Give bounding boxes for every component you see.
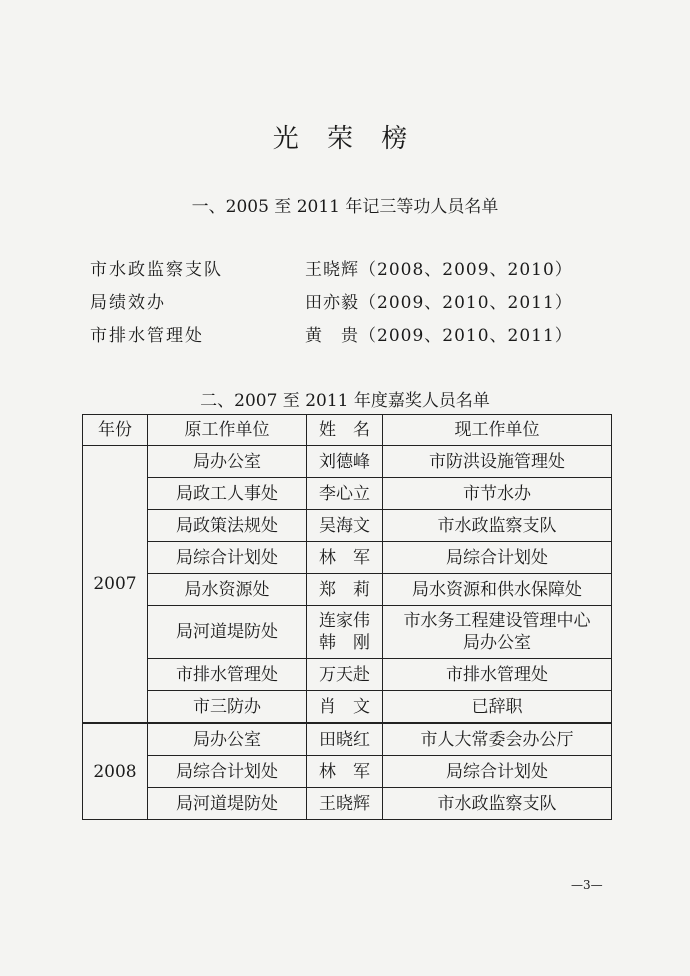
- name-line: 韩 刚: [319, 633, 370, 653]
- merit-entry: [90, 322, 610, 355]
- table-row: [83, 691, 612, 724]
- commendation-table: [82, 414, 612, 820]
- name-cell: 林 军: [307, 756, 383, 788]
- table-header-row: [83, 415, 612, 446]
- current-unit-cell: 市水政监察支队: [383, 788, 612, 820]
- table-row: [83, 606, 612, 659]
- header-year: 年份: [83, 415, 148, 446]
- page-title: 光 荣 榜: [272, 124, 418, 154]
- current-unit-line: 局办公室: [463, 633, 531, 653]
- merit-name: 王晓辉（2008、2009、2010）: [305, 260, 573, 280]
- original-unit-cell: 局政工人事处: [148, 478, 307, 510]
- name-cell: 万天赴: [307, 659, 383, 691]
- original-unit-cell: 局河道堤防处: [148, 788, 307, 820]
- name-cell: 刘德峰: [307, 446, 383, 478]
- current-unit-cell: 市排水管理处: [383, 659, 612, 691]
- merit-entry: [90, 289, 610, 322]
- table-row: [83, 659, 612, 691]
- merit-unit: 局绩效办: [90, 293, 166, 313]
- header-current-unit: 现工作单位: [383, 415, 612, 446]
- name-cell: [307, 606, 383, 659]
- table-row: [83, 510, 612, 542]
- current-unit-cell: 市防洪设施管理处: [383, 446, 612, 478]
- merit-name: 田亦毅（2009、2010、2011）: [305, 293, 573, 313]
- table-row: [83, 788, 612, 820]
- table-row: [83, 574, 612, 606]
- current-unit-cell: 局综合计划处: [383, 542, 612, 574]
- section-1-heading: 一、2005 至 2011 年记三等功人员名单: [191, 197, 499, 217]
- name-cell: 王晓辉: [307, 788, 383, 820]
- merit-name: 黄 贵（2009、2010、2011）: [305, 326, 573, 346]
- name-cell: 田晓红: [307, 723, 383, 756]
- header-name: 姓 名: [307, 415, 383, 446]
- current-unit-cell: 已辞职: [383, 691, 612, 724]
- original-unit-cell: 局综合计划处: [148, 756, 307, 788]
- merit-list: [90, 256, 610, 355]
- merit-unit: 市水政监察支队: [90, 260, 223, 280]
- section-2-heading: 二、2007 至 2011 年度嘉奖人员名单: [200, 391, 490, 411]
- original-unit-cell: 局水资源处: [148, 574, 307, 606]
- current-unit-cell: 局水资源和供水保障处: [383, 574, 612, 606]
- original-unit-cell: 局办公室: [148, 446, 307, 478]
- table-row: [83, 478, 612, 510]
- name-cell: 肖 文: [307, 691, 383, 724]
- current-unit-cell: 市人大常委会办公厅: [383, 723, 612, 756]
- header-original-unit: 原工作单位: [148, 415, 307, 446]
- table-row: [83, 723, 612, 756]
- original-unit-cell: 局政策法规处: [148, 510, 307, 542]
- table-row: [83, 446, 612, 478]
- current-unit-cell: 市水政监察支队: [383, 510, 612, 542]
- table-row: [83, 542, 612, 574]
- current-unit-line: 市水务工程建设管理中心: [403, 611, 591, 631]
- name-cell: 吴海文: [307, 510, 383, 542]
- current-unit-cell: [383, 606, 612, 659]
- original-unit-cell: 局办公室: [148, 723, 307, 756]
- current-unit-cell: 市节水办: [383, 478, 612, 510]
- name-cell: 郑 莉: [307, 574, 383, 606]
- merit-unit: 市排水管理处: [90, 326, 204, 346]
- year-cell: 2008: [83, 723, 148, 820]
- original-unit-cell: 市三防办: [148, 691, 307, 724]
- year-cell: 2007: [83, 446, 148, 724]
- original-unit-cell: 局河道堤防处: [148, 606, 307, 659]
- original-unit-cell: 局综合计划处: [148, 542, 307, 574]
- table-row: [83, 756, 612, 788]
- name-cell: 林 军: [307, 542, 383, 574]
- name-line: 连家伟: [319, 611, 370, 631]
- original-unit-cell: 市排水管理处: [148, 659, 307, 691]
- page-number: —3—: [571, 878, 603, 892]
- name-cell: 李心立: [307, 478, 383, 510]
- current-unit-cell: 局综合计划处: [383, 756, 612, 788]
- merit-entry: [90, 256, 610, 289]
